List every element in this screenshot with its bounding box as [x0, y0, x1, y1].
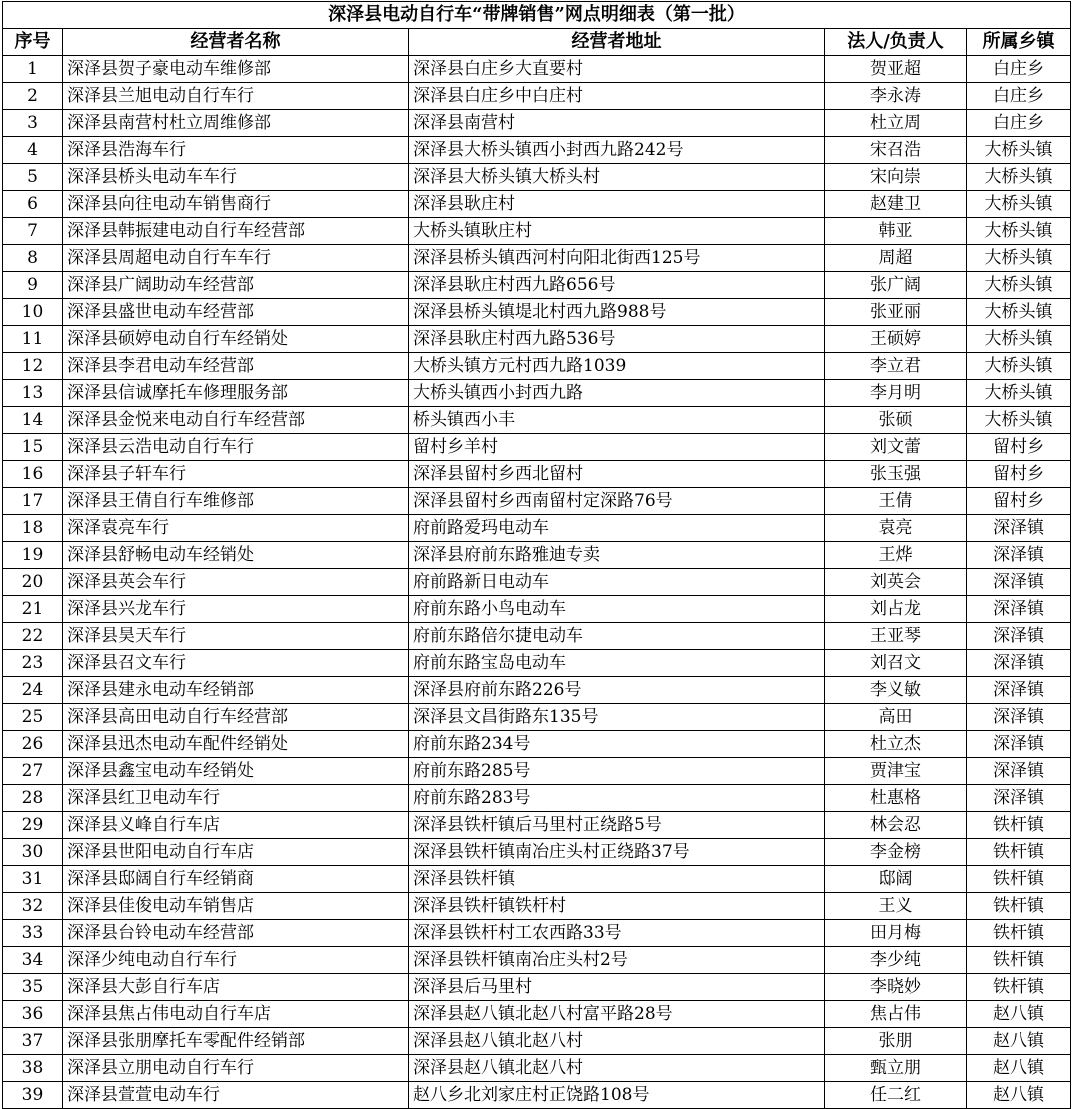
row-number: 6: [3, 191, 63, 218]
township: 白庄乡: [967, 110, 1071, 137]
row-number: 10: [3, 299, 63, 326]
row-number: 25: [3, 704, 63, 731]
township: 铁杆镇: [967, 866, 1071, 893]
table-row: [3, 650, 1071, 677]
dealer-address: 深泽县大桥头镇大桥头村: [409, 164, 825, 191]
table-row: [3, 380, 1071, 407]
dealer-address: 深泽县耿庄村西九路656号: [409, 272, 825, 299]
row-number: 4: [3, 137, 63, 164]
table-title: 深泽县电动自行车“带牌销售”网点明细表（第一批）: [3, 2, 1071, 29]
responsible-person: 王倩: [825, 488, 967, 515]
dealer-address: 府前东路285号: [409, 758, 825, 785]
dealer-address: 深泽县南营村: [409, 110, 825, 137]
dealer-address: 深泽县耿庄村: [409, 191, 825, 218]
row-number: 23: [3, 650, 63, 677]
table-row: [3, 191, 1071, 218]
row-number: 29: [3, 812, 63, 839]
dealer-address: 深泽县赵八镇北赵八村: [409, 1028, 825, 1055]
dealer-name: 深泽县红卫电动车行: [63, 785, 409, 812]
row-number: 12: [3, 353, 63, 380]
row-number: 18: [3, 515, 63, 542]
responsible-person: 田月梅: [825, 920, 967, 947]
township: 深泽镇: [967, 623, 1071, 650]
dealer-address: 深泽县文昌街路东135号: [409, 704, 825, 731]
row-number: 37: [3, 1028, 63, 1055]
table-row: [3, 758, 1071, 785]
township: 赵八镇: [967, 1055, 1071, 1082]
table-row: [3, 515, 1071, 542]
table-row: [3, 137, 1071, 164]
dealer-name: 深泽县盛世电动车经营部: [63, 299, 409, 326]
row-number: 31: [3, 866, 63, 893]
dealer-name: 深泽县硕婷电动自行车经销处: [63, 326, 409, 353]
responsible-person: 李金榜: [825, 839, 967, 866]
row-number: 7: [3, 218, 63, 245]
row-number: 30: [3, 839, 63, 866]
table-row: [3, 110, 1071, 137]
responsible-person: 宋召浩: [825, 137, 967, 164]
dealer-name: 深泽县邸阔自行车经销商: [63, 866, 409, 893]
row-number: 35: [3, 974, 63, 1001]
responsible-person: 李月明: [825, 380, 967, 407]
dealer-address: 深泽县铁杆村工农西路33号: [409, 920, 825, 947]
responsible-person: 甄立朋: [825, 1055, 967, 1082]
dealer-address: 留村乡羊村: [409, 434, 825, 461]
township: 深泽镇: [967, 704, 1071, 731]
table-row: [3, 272, 1071, 299]
table-row: [3, 866, 1071, 893]
table-row: [3, 974, 1071, 1001]
header-town: 所属乡镇: [967, 29, 1071, 56]
responsible-person: 贾津宝: [825, 758, 967, 785]
title-row: [3, 2, 1071, 29]
dealer-name: 深泽县王倩自行车维修部: [63, 488, 409, 515]
township: 大桥头镇: [967, 326, 1071, 353]
dealer-name: 深泽县子轩车行: [63, 461, 409, 488]
responsible-person: 刘召文: [825, 650, 967, 677]
responsible-person: 林会忍: [825, 812, 967, 839]
township: 留村乡: [967, 434, 1071, 461]
township: 赵八镇: [967, 1001, 1071, 1028]
dealer-name: 深泽县舒畅电动车经销处: [63, 542, 409, 569]
row-number: 17: [3, 488, 63, 515]
dealer-name: 深泽县立朋电动自行车行: [63, 1055, 409, 1082]
township: 白庄乡: [967, 56, 1071, 83]
dealer-name: 深泽县佳俊电动车销售店: [63, 893, 409, 920]
dealer-address: 深泽县留村乡西南留村定深路76号: [409, 488, 825, 515]
dealer-name: 深泽县桥头电动车车行: [63, 164, 409, 191]
responsible-person: 王硕婷: [825, 326, 967, 353]
dealer-name: 深泽县云浩电动自行车行: [63, 434, 409, 461]
table-row: [3, 677, 1071, 704]
dealer-name: 深泽县向往电动车销售商行: [63, 191, 409, 218]
dealer-name: 深泽县高田电动自行车经营部: [63, 704, 409, 731]
dealer-name: 深泽县召文车行: [63, 650, 409, 677]
row-number: 22: [3, 623, 63, 650]
township: 大桥头镇: [967, 299, 1071, 326]
dealer-name: 深泽县兰旭电动自行车行: [63, 83, 409, 110]
township: 赵八镇: [967, 1028, 1071, 1055]
township: 深泽镇: [967, 677, 1071, 704]
dealer-address: 深泽县府前东路雅迪专卖: [409, 542, 825, 569]
responsible-person: 刘文蕾: [825, 434, 967, 461]
table-row: [3, 704, 1071, 731]
dealer-name: 深泽县迅杰电动车配件经销处: [63, 731, 409, 758]
township: 深泽镇: [967, 569, 1071, 596]
row-number: 16: [3, 461, 63, 488]
township: 深泽镇: [967, 785, 1071, 812]
dealer-address: 大桥头镇方元村西九路1039: [409, 353, 825, 380]
dealer-address: 深泽县府前东路226号: [409, 677, 825, 704]
township: 大桥头镇: [967, 272, 1071, 299]
responsible-person: 张亚丽: [825, 299, 967, 326]
dealer-address: 深泽县铁杆镇南冶庄头村正绕路37号: [409, 839, 825, 866]
dealer-address: 深泽县赵八镇北赵八村: [409, 1055, 825, 1082]
dealer-address: 府前路爱玛电动车: [409, 515, 825, 542]
header-name: 经营者名称: [63, 29, 409, 56]
table-row: [3, 434, 1071, 461]
township: 白庄乡: [967, 83, 1071, 110]
row-number: 20: [3, 569, 63, 596]
row-number: 28: [3, 785, 63, 812]
row-number: 36: [3, 1001, 63, 1028]
row-number: 38: [3, 1055, 63, 1082]
table-row: [3, 353, 1071, 380]
table-row: [3, 893, 1071, 920]
responsible-person: 杜立周: [825, 110, 967, 137]
table-row: [3, 218, 1071, 245]
dealer-name: 深泽县大彭自行车店: [63, 974, 409, 1001]
dealer-address: 深泽县留村乡西北留村: [409, 461, 825, 488]
dealer-address: 府前路新日电动车: [409, 569, 825, 596]
dealer-name: 深泽县周超电动自行车车行: [63, 245, 409, 272]
row-number: 13: [3, 380, 63, 407]
responsible-person: 张玉强: [825, 461, 967, 488]
township: 大桥头镇: [967, 245, 1071, 272]
dealer-address: 赵八乡北刘家庄村正饶路108号: [409, 1082, 825, 1109]
dealer-address: 深泽县后马里村: [409, 974, 825, 1001]
responsible-person: 邸阔: [825, 866, 967, 893]
dealer-address: 府前东路小鸟电动车: [409, 596, 825, 623]
responsible-person: 张朋: [825, 1028, 967, 1055]
dealer-address: 府前东路283号: [409, 785, 825, 812]
table-row: [3, 785, 1071, 812]
row-number: 21: [3, 596, 63, 623]
responsible-person: 李立君: [825, 353, 967, 380]
header-address: 经营者地址: [409, 29, 825, 56]
township: 大桥头镇: [967, 191, 1071, 218]
table-row: [3, 1055, 1071, 1082]
dealer-address: 深泽县铁杆镇南冶庄头村2号: [409, 947, 825, 974]
row-number: 24: [3, 677, 63, 704]
township: 留村乡: [967, 461, 1071, 488]
dealer-address: 大桥头镇西小封西九路: [409, 380, 825, 407]
dealer-address: 深泽县白庄乡大直要村: [409, 56, 825, 83]
township: 大桥头镇: [967, 218, 1071, 245]
township: 深泽镇: [967, 515, 1071, 542]
responsible-person: 高田: [825, 704, 967, 731]
responsible-person: 王亚琴: [825, 623, 967, 650]
dealer-address: 深泽县铁杆镇铁杆村: [409, 893, 825, 920]
dealer-name: 深泽袁亮车行: [63, 515, 409, 542]
table-row: [3, 623, 1071, 650]
row-number: 14: [3, 407, 63, 434]
row-number: 9: [3, 272, 63, 299]
township: 深泽镇: [967, 542, 1071, 569]
dealer-name: 深泽县广阔助动车经营部: [63, 272, 409, 299]
dealer-name: 深泽县金悦来电动自行车经营部: [63, 407, 409, 434]
header-no: 序号: [3, 29, 63, 56]
township: 深泽镇: [967, 650, 1071, 677]
township: 深泽镇: [967, 596, 1071, 623]
header-person: 法人/负责人: [825, 29, 967, 56]
dealer-address: 深泽县铁杆镇后马里村正绕路5号: [409, 812, 825, 839]
row-number: 19: [3, 542, 63, 569]
dealer-address: 深泽县耿庄村西九路536号: [409, 326, 825, 353]
table-row: [3, 164, 1071, 191]
row-number: 32: [3, 893, 63, 920]
dealer-name: 深泽县信诚摩托车修理服务部: [63, 380, 409, 407]
responsible-person: 杜立杰: [825, 731, 967, 758]
table-row: [3, 596, 1071, 623]
row-number: 3: [3, 110, 63, 137]
dealer-name: 深泽县建永电动车经销部: [63, 677, 409, 704]
responsible-person: 李晓妙: [825, 974, 967, 1001]
dealer-address: 深泽县白庄乡中白庄村: [409, 83, 825, 110]
table-row: [3, 812, 1071, 839]
table-row: [3, 56, 1071, 83]
dealer-name: 深泽县李君电动车经营部: [63, 353, 409, 380]
responsible-person: 赵建卫: [825, 191, 967, 218]
responsible-person: 贺亚超: [825, 56, 967, 83]
dealer-name: 深泽少纯电动自行车行: [63, 947, 409, 974]
responsible-person: 袁亮: [825, 515, 967, 542]
responsible-person: 李少纯: [825, 947, 967, 974]
dealer-address: 府前东路234号: [409, 731, 825, 758]
table-row: [3, 461, 1071, 488]
row-number: 1: [3, 56, 63, 83]
dealer-name: 深泽县昊天车行: [63, 623, 409, 650]
dealer-name: 深泽县世阳电动自行车店: [63, 839, 409, 866]
responsible-person: 焦占伟: [825, 1001, 967, 1028]
dealer-name: 深泽县韩振建电动自行车经营部: [63, 218, 409, 245]
dealer-address: 深泽县桥头镇堤北村西九路988号: [409, 299, 825, 326]
township: 深泽镇: [967, 758, 1071, 785]
table-row: [3, 542, 1071, 569]
row-number: 39: [3, 1082, 63, 1109]
dealer-name: 深泽县张朋摩托车零配件经销部: [63, 1028, 409, 1055]
row-number: 33: [3, 920, 63, 947]
table-row: [3, 1082, 1071, 1109]
row-number: 11: [3, 326, 63, 353]
row-number: 34: [3, 947, 63, 974]
row-number: 27: [3, 758, 63, 785]
township: 大桥头镇: [967, 407, 1071, 434]
township: 铁杆镇: [967, 812, 1071, 839]
table-row: [3, 1001, 1071, 1028]
row-number: 15: [3, 434, 63, 461]
responsible-person: 韩亚: [825, 218, 967, 245]
dealer-address: 深泽县桥头镇西河村向阳北街西125号: [409, 245, 825, 272]
dealer-name: 深泽县英会车行: [63, 569, 409, 596]
dealer-name: 深泽县萱萱电动车行: [63, 1082, 409, 1109]
dealer-table: [2, 1, 1071, 1109]
dealer-address: 府前东路宝岛电动车: [409, 650, 825, 677]
responsible-person: 杜惠格: [825, 785, 967, 812]
township: 铁杆镇: [967, 839, 1071, 866]
responsible-person: 刘英会: [825, 569, 967, 596]
township: 铁杆镇: [967, 893, 1071, 920]
row-number: 8: [3, 245, 63, 272]
township: 大桥头镇: [967, 380, 1071, 407]
row-number: 5: [3, 164, 63, 191]
dealer-name: 深泽县贺子豪电动车维修部: [63, 56, 409, 83]
table-row: [3, 299, 1071, 326]
dealer-address: 深泽县铁杆镇: [409, 866, 825, 893]
responsible-person: 刘占龙: [825, 596, 967, 623]
responsible-person: 王义: [825, 893, 967, 920]
table-row: [3, 920, 1071, 947]
table-row: [3, 488, 1071, 515]
table-row: [3, 326, 1071, 353]
responsible-person: 周超: [825, 245, 967, 272]
row-number: 2: [3, 83, 63, 110]
dealer-address: 桥头镇西小丰: [409, 407, 825, 434]
table-row: [3, 245, 1071, 272]
township: 大桥头镇: [967, 164, 1071, 191]
table-row: [3, 83, 1071, 110]
dealer-name: 深泽县焦占伟电动自行车店: [63, 1001, 409, 1028]
dealer-name: 深泽县台铃电动车经营部: [63, 920, 409, 947]
dealer-name: 深泽县南营村杜立周维修部: [63, 110, 409, 137]
township: 大桥头镇: [967, 353, 1071, 380]
dealer-address: 大桥头镇耿庄村: [409, 218, 825, 245]
dealer-address: 深泽县赵八镇北赵八村富平路28号: [409, 1001, 825, 1028]
township: 深泽镇: [967, 731, 1071, 758]
dealer-name: 深泽县鑫宝电动车经销处: [63, 758, 409, 785]
township: 留村乡: [967, 488, 1071, 515]
table-row: [3, 1028, 1071, 1055]
header-row: [3, 29, 1071, 56]
table-row: [3, 839, 1071, 866]
dealer-name: 深泽县义峰自行车店: [63, 812, 409, 839]
dealer-name: 深泽县浩海车行: [63, 137, 409, 164]
responsible-person: 李义敏: [825, 677, 967, 704]
township: 铁杆镇: [967, 974, 1071, 1001]
table-row: [3, 731, 1071, 758]
table-row: [3, 947, 1071, 974]
responsible-person: 张广阔: [825, 272, 967, 299]
row-number: 26: [3, 731, 63, 758]
township: 赵八镇: [967, 1082, 1071, 1109]
table-row: [3, 569, 1071, 596]
township: 铁杆镇: [967, 920, 1071, 947]
responsible-person: 王烨: [825, 542, 967, 569]
responsible-person: 宋向崇: [825, 164, 967, 191]
responsible-person: 张硕: [825, 407, 967, 434]
dealer-address: 府前东路倍尔捷电动车: [409, 623, 825, 650]
responsible-person: 李永涛: [825, 83, 967, 110]
responsible-person: 任二红: [825, 1082, 967, 1109]
dealer-name: 深泽县兴龙车行: [63, 596, 409, 623]
dealer-address: 深泽县大桥头镇西小封西九路242号: [409, 137, 825, 164]
township: 铁杆镇: [967, 947, 1071, 974]
table-row: [3, 407, 1071, 434]
township: 大桥头镇: [967, 137, 1071, 164]
